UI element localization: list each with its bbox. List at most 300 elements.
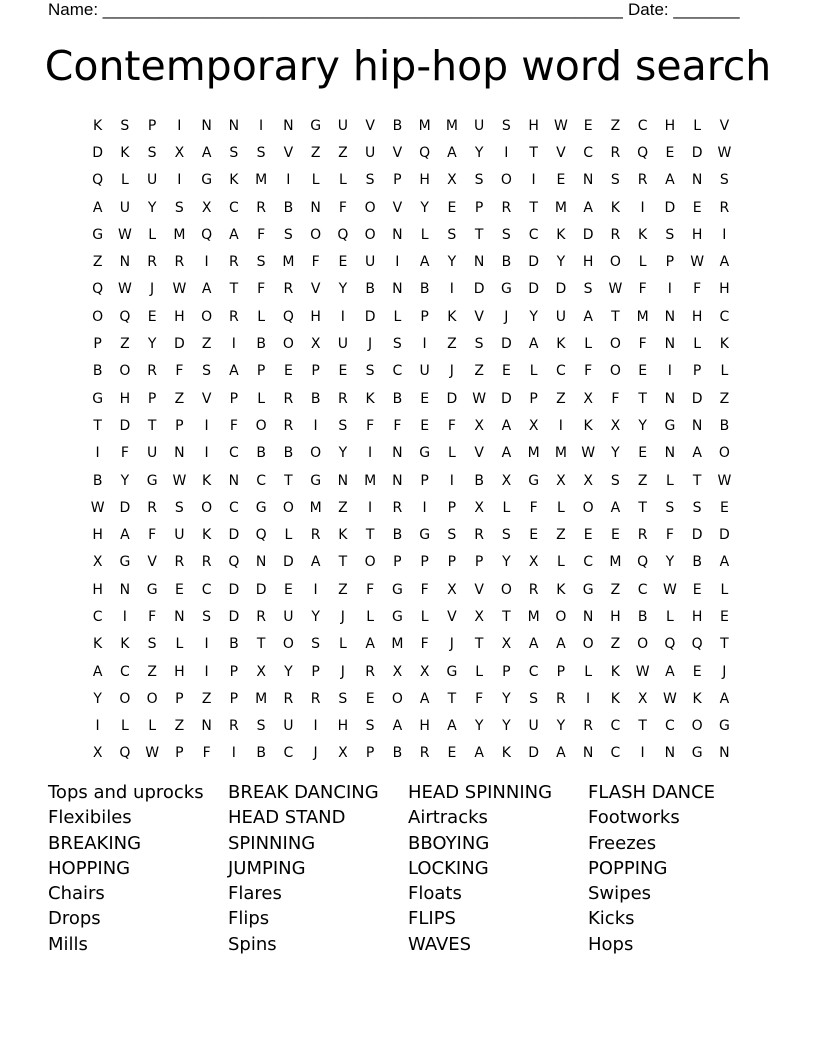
grid-letter: N xyxy=(174,445,185,462)
grid-letter: K xyxy=(338,527,348,544)
word-list-item: Spins xyxy=(228,933,277,955)
grid-letter: H xyxy=(337,718,349,735)
grid-letter: A xyxy=(447,718,457,735)
grid-letter: M xyxy=(554,445,567,462)
grid-letter: L xyxy=(420,226,429,243)
grid-letter: H xyxy=(119,390,131,407)
grid-letter: C xyxy=(119,663,130,680)
word-list-item: WAVES xyxy=(408,933,472,955)
grid-letter: F xyxy=(366,417,375,434)
grid-letter: Y xyxy=(474,144,484,161)
grid-letter: S xyxy=(120,117,130,134)
grid-letter: R xyxy=(283,390,294,407)
grid-letter: D xyxy=(528,281,540,298)
grid-letter: E xyxy=(338,363,348,380)
grid-letter: N xyxy=(392,281,403,298)
grid-letter: F xyxy=(475,690,484,707)
grid-letter: S xyxy=(692,499,702,516)
grid-letter: I xyxy=(122,608,127,625)
grid-letter: C xyxy=(92,608,103,625)
grid-letter: D xyxy=(691,527,703,544)
grid-letter: R xyxy=(201,554,212,571)
grid-letter: Y xyxy=(611,445,620,462)
word-list-item: Footworks xyxy=(588,807,680,829)
grid-letter: J xyxy=(150,281,155,298)
grid-letter: L xyxy=(584,336,593,353)
grid-letter: Z xyxy=(174,390,185,407)
grid-letter: H xyxy=(92,581,103,598)
grid-letter: L xyxy=(665,608,674,625)
grid-letter: H xyxy=(691,308,703,325)
grid-letter: S xyxy=(529,690,539,707)
grid-letter: Z xyxy=(120,336,130,353)
grid-letter: O xyxy=(609,363,621,380)
grid-letter: E xyxy=(501,363,511,380)
grid-letter: E xyxy=(638,363,648,380)
grid-letter: E xyxy=(719,499,729,516)
grid-letter: A xyxy=(447,144,457,161)
grid-letter: V xyxy=(283,144,294,161)
grid-letter: L xyxy=(175,636,184,653)
word-list-item: BREAK DANCING xyxy=(228,782,379,803)
word-list-item: BBOYING xyxy=(408,832,490,854)
grid-letter: Z xyxy=(174,718,185,735)
grid-letter: D xyxy=(582,226,594,243)
grid-letter: T xyxy=(365,527,375,544)
grid-letter: X xyxy=(310,336,321,353)
grid-letter: S xyxy=(202,363,212,380)
grid-letter: O xyxy=(718,445,730,462)
grid-letter: I xyxy=(422,499,427,516)
grid-letter: G xyxy=(146,472,158,489)
grid-letter: O xyxy=(609,254,621,271)
grid-letter: N xyxy=(582,608,594,625)
grid-letter: B xyxy=(365,281,375,298)
grid-letter: Q xyxy=(119,308,131,325)
grid-row xyxy=(84,139,738,166)
grid-letter: Z xyxy=(147,663,157,680)
grid-letter: T xyxy=(638,390,647,407)
grid-letter: H xyxy=(528,117,539,134)
grid-letter: A xyxy=(419,254,430,271)
grid-letter: G xyxy=(92,226,104,243)
grid-letter: W xyxy=(172,281,187,298)
word-list-item: BREAKING xyxy=(48,832,142,854)
grid-letter: M xyxy=(418,117,431,134)
grid-row xyxy=(84,549,738,576)
grid-letter: P xyxy=(93,336,102,353)
grid-letter: A xyxy=(719,690,730,707)
grid-letter: D xyxy=(173,336,185,353)
grid-letter: X xyxy=(637,690,648,707)
grid-letter: E xyxy=(447,199,457,216)
grid-letter: I xyxy=(340,308,345,325)
grid-row xyxy=(84,685,738,712)
grid-letter: S xyxy=(447,527,457,544)
grid-letter: M xyxy=(609,554,622,571)
grid-letter: A xyxy=(528,336,539,353)
header-fields xyxy=(48,0,748,20)
grid-letter: M xyxy=(364,472,377,489)
grid-letter: Q xyxy=(664,636,676,653)
grid-letter: V xyxy=(365,117,375,134)
grid-letter: I xyxy=(313,417,318,434)
grid-letter: A xyxy=(92,663,103,680)
word-list-item: Flexibiles xyxy=(48,807,132,829)
grid-letter: K xyxy=(556,336,566,353)
grid-letter: I xyxy=(204,254,209,271)
grid-letter: V xyxy=(474,308,484,325)
grid-letter: A xyxy=(556,636,566,653)
grid-letter: F xyxy=(638,336,647,353)
grid-letter: G xyxy=(255,499,267,516)
grid-letter: W xyxy=(717,472,732,489)
grid-letter: S xyxy=(256,144,266,161)
grid-letter: X xyxy=(501,636,512,653)
grid-letter: D xyxy=(555,281,567,298)
grid-letter: O xyxy=(92,308,104,325)
grid-letter: O xyxy=(282,336,294,353)
grid-letter: Q xyxy=(691,636,703,653)
grid-letter: I xyxy=(313,718,318,735)
grid-letter: R xyxy=(174,554,185,571)
grid-letter: O xyxy=(500,172,512,189)
grid-letter: Y xyxy=(447,254,457,271)
grid-letter: N xyxy=(255,554,267,571)
grid-letter: Z xyxy=(556,390,566,407)
grid-row xyxy=(84,412,738,439)
grid-letter: A xyxy=(229,226,239,243)
grid-letter: P xyxy=(175,417,184,434)
grid-letter: D xyxy=(473,281,485,298)
grid-letter: M xyxy=(554,199,567,216)
grid-letter: P xyxy=(556,663,566,680)
grid-letter: Q xyxy=(92,172,104,189)
grid-letter: H xyxy=(691,608,703,625)
grid-letter: K xyxy=(120,636,130,653)
grid-letter: U xyxy=(119,199,130,216)
grid-letter: H xyxy=(310,308,321,325)
grid-letter: E xyxy=(692,199,702,216)
grid-letter: Z xyxy=(610,581,621,598)
grid-letter: H xyxy=(419,172,430,189)
grid-letter: Q xyxy=(637,554,649,571)
grid-row xyxy=(84,385,738,412)
grid-letter: Y xyxy=(93,690,102,707)
grid-letter: L xyxy=(693,117,702,134)
grid-letter: X xyxy=(583,390,593,407)
word-list-item: FLIPS xyxy=(408,908,456,930)
grid-letter: D xyxy=(664,199,676,216)
grid-letter: F xyxy=(311,254,320,271)
grid-letter: N xyxy=(582,745,594,762)
grid-row xyxy=(84,603,738,630)
grid-letter: I xyxy=(204,417,209,434)
grid-letter: B xyxy=(92,363,103,380)
grid-letter: R xyxy=(365,663,375,680)
grid-letter: O xyxy=(555,608,567,625)
grid-letter: D xyxy=(364,308,376,325)
grid-letter: Y xyxy=(502,554,511,571)
grid-letter: C xyxy=(555,363,566,380)
grid-letter: A xyxy=(120,527,130,544)
grid-letter: T xyxy=(229,281,239,298)
grid-letter: T xyxy=(338,554,348,571)
grid-letter: Z xyxy=(310,144,321,161)
grid-row xyxy=(84,658,738,685)
grid-letter: Z xyxy=(338,144,348,161)
grid-letter: F xyxy=(148,527,157,544)
grid-letter: M xyxy=(527,608,540,625)
grid-letter: F xyxy=(420,581,429,598)
grid-letter: R xyxy=(501,199,512,216)
grid-letter: R xyxy=(392,499,403,516)
grid-letter: Z xyxy=(610,117,621,134)
word-list-item: Freezes xyxy=(588,832,657,854)
grid-letter: B xyxy=(392,527,403,544)
grid-letter: Y xyxy=(556,254,566,271)
grid-letter: O xyxy=(500,581,512,598)
grid-letter: I xyxy=(368,445,373,462)
grid-letter: V xyxy=(474,581,484,598)
grid-letter: C xyxy=(528,663,539,680)
grid-letter: C xyxy=(664,718,675,735)
grid-letter: H xyxy=(719,281,730,298)
grid-letter: D xyxy=(691,390,703,407)
grid-letter: J xyxy=(313,745,318,762)
word-list-item: Airtracks xyxy=(408,807,488,829)
word-list-item: Flips xyxy=(228,908,270,930)
grid-letter: F xyxy=(447,417,456,434)
grid-letter: C xyxy=(610,718,621,735)
grid-letter: R xyxy=(147,363,157,380)
grid-letter: L xyxy=(257,308,266,325)
grid-letter: E xyxy=(529,527,539,544)
grid-letter: S xyxy=(174,499,184,516)
grid-letter: E xyxy=(283,581,293,598)
grid-letter: E xyxy=(665,144,675,161)
grid-letter: E xyxy=(174,581,184,598)
grid-letter: P xyxy=(447,499,457,516)
grid-letter: P xyxy=(474,554,484,571)
grid-letter: F xyxy=(665,527,674,544)
grid-letter: Q xyxy=(92,281,104,298)
grid-letter: S xyxy=(665,499,675,516)
grid-letter: Y xyxy=(338,445,348,462)
word-list-item: Drops xyxy=(48,908,101,930)
grid-letter: G xyxy=(391,608,403,625)
grid-letter: O xyxy=(609,336,621,353)
grid-letter: L xyxy=(338,636,347,653)
grid-letter: C xyxy=(392,363,403,380)
grid-letter: G xyxy=(92,390,104,407)
grid-letter: Y xyxy=(556,718,566,735)
grid-letter: J xyxy=(340,663,345,680)
grid-letter: W xyxy=(690,254,705,271)
grid-row xyxy=(84,358,738,385)
grid-letter: Y xyxy=(311,608,320,625)
grid-letter: C xyxy=(610,745,621,762)
grid-letter: S xyxy=(392,336,402,353)
grid-letter: O xyxy=(282,499,294,516)
grid-letter: I xyxy=(95,718,100,735)
grid-letter: X xyxy=(92,745,103,762)
grid-letter: U xyxy=(147,445,158,462)
grid-letter: S xyxy=(665,226,675,243)
grid-letter: F xyxy=(148,608,157,625)
grid-letter: Q xyxy=(255,527,267,544)
grid-letter: I xyxy=(640,199,645,216)
word-list-item: Tops and uprocks xyxy=(48,782,204,803)
grid-letter: K xyxy=(556,226,566,243)
grid-letter: Z xyxy=(338,581,348,598)
grid-letter: J xyxy=(504,308,509,325)
grid-letter: X xyxy=(501,472,512,489)
grid-letter: W xyxy=(581,445,596,462)
grid-letter: K xyxy=(120,144,130,161)
grid-letter: V xyxy=(556,144,566,161)
grid-letter: S xyxy=(365,363,375,380)
grid-letter: Z xyxy=(201,690,212,707)
grid-letter: N xyxy=(664,745,676,762)
grid-letter: S xyxy=(256,254,266,271)
grid-letter: N xyxy=(228,117,240,134)
grid-letter: R xyxy=(229,308,239,325)
grid-letter: V xyxy=(310,281,321,298)
grid-letter: R xyxy=(610,144,621,161)
grid-letter: W xyxy=(145,745,160,762)
grid-letter: S xyxy=(447,226,457,243)
grid-letter: D xyxy=(228,581,240,598)
grid-letter: F xyxy=(202,745,211,762)
grid-letter: E xyxy=(583,117,593,134)
grid-letter: U xyxy=(174,527,185,544)
grid-letter: A xyxy=(419,690,430,707)
grid-letter: Z xyxy=(201,336,212,353)
grid-letter: O xyxy=(582,636,594,653)
grid-letter: X xyxy=(528,417,539,434)
grid-letter: I xyxy=(422,336,427,353)
grid-letter: M xyxy=(282,254,295,271)
grid-letter: W xyxy=(662,690,677,707)
grid-letter: L xyxy=(366,608,375,625)
grid-letter: I xyxy=(395,254,400,271)
grid-letter: J xyxy=(449,636,454,653)
grid-letter: S xyxy=(501,527,511,544)
grid-letter: A xyxy=(610,499,621,516)
grid-letter: B xyxy=(392,390,403,407)
grid-letter: J xyxy=(368,336,373,353)
grid-row xyxy=(84,576,738,603)
grid-letter: R xyxy=(528,581,539,598)
grid-letter: U xyxy=(337,117,348,134)
grid-letter: H xyxy=(610,608,621,625)
word-list-item: SPINNING xyxy=(228,832,316,854)
grid-letter: F xyxy=(175,363,184,380)
grid-letter: G xyxy=(391,581,403,598)
grid-letter: P xyxy=(420,554,429,571)
grid-letter: M xyxy=(309,499,322,516)
grid-letter: T xyxy=(474,226,484,243)
grid-letter: A xyxy=(665,172,675,189)
grid-letter: H xyxy=(582,254,594,271)
grid-letter: X xyxy=(92,554,103,571)
grid-letter: L xyxy=(447,445,456,462)
grid-letter: L xyxy=(120,718,129,735)
grid-letter: O xyxy=(201,308,213,325)
grid-letter: X xyxy=(338,745,348,762)
grid-letter: D xyxy=(500,336,512,353)
grid-letter: L xyxy=(475,663,484,680)
grid-letter: X xyxy=(610,417,621,434)
grid-letter: G xyxy=(528,472,540,489)
grid-letter: O xyxy=(582,499,594,516)
grid-letter: I xyxy=(449,281,454,298)
grid-letter: T xyxy=(147,417,157,434)
grid-letter: A xyxy=(201,281,212,298)
grid-letter: K xyxy=(229,172,239,189)
grid-letter: W xyxy=(90,499,105,516)
page-title: Contemporary hip-hop word search xyxy=(44,42,772,90)
grid-letter: U xyxy=(365,254,376,271)
grid-letter: W xyxy=(717,144,732,161)
grid-letter: Z xyxy=(637,472,648,489)
grid-letter: P xyxy=(311,663,320,680)
grid-letter: R xyxy=(283,417,294,434)
grid-letter: L xyxy=(556,554,565,571)
grid-letter: X xyxy=(528,554,539,571)
grid-letter: E xyxy=(610,527,620,544)
grid-letter: L xyxy=(638,254,647,271)
grid-letter: W xyxy=(662,581,677,598)
grid-row xyxy=(84,521,738,548)
grid-letter: P xyxy=(420,308,429,325)
grid-letter: F xyxy=(229,417,238,434)
word-list-item: HEAD SPINNING xyxy=(408,782,553,803)
grid-letter: C xyxy=(228,199,239,216)
grid-letter: B xyxy=(474,472,484,489)
grid-letter: B xyxy=(92,472,103,489)
grid-letter: N xyxy=(310,199,321,216)
grid-letter: U xyxy=(474,117,485,134)
grid-letter: P xyxy=(529,390,538,407)
grid-letter: T xyxy=(638,499,647,516)
grid-letter: I xyxy=(531,172,536,189)
grid-letter: Y xyxy=(147,199,157,216)
grid-letter: A xyxy=(528,636,539,653)
grid-letter: X xyxy=(447,172,457,189)
grid-letter: C xyxy=(719,308,730,325)
grid-letter: P xyxy=(147,390,157,407)
grid-letter: N xyxy=(691,417,703,434)
grid-letter: H xyxy=(419,718,430,735)
grid-letter: S xyxy=(256,718,266,735)
grid-letter: Z xyxy=(474,363,484,380)
grid-letter: X xyxy=(174,144,185,161)
grid-letter: O xyxy=(282,636,294,653)
grid-letter: D xyxy=(528,745,540,762)
word-list-item: FLASH DANCE xyxy=(588,782,716,803)
grid-letter: H xyxy=(174,663,185,680)
grid-letter: S xyxy=(229,144,239,161)
grid-letter: G xyxy=(310,117,322,134)
word-list-item: Flares xyxy=(228,883,282,905)
grid-letter: C xyxy=(583,554,594,571)
grid-letter: P xyxy=(147,117,157,134)
grid-letter: K xyxy=(202,527,212,544)
grid-letter: R xyxy=(583,718,593,735)
grid-letter: I xyxy=(204,663,209,680)
